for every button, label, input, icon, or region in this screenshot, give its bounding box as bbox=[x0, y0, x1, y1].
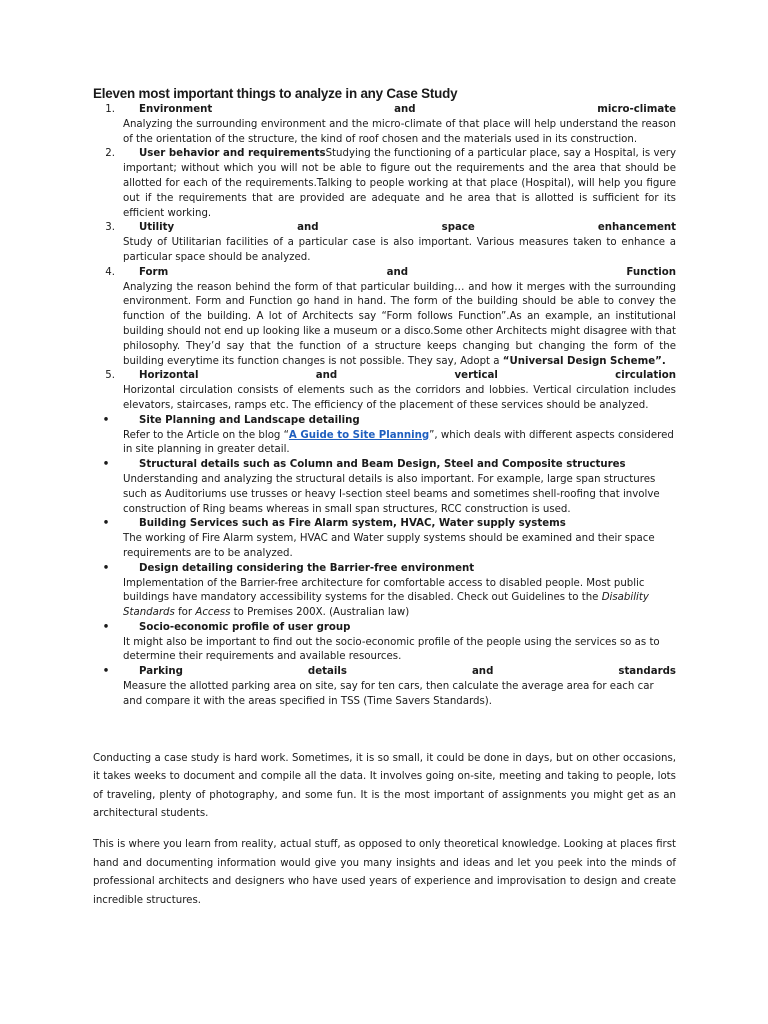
heading-word: enhancement bbox=[597, 222, 676, 234]
list-item bbox=[93, 221, 676, 265]
item-description-text: Studying the functioning of a particular place, say a Hospital, is very important; without which you will not be able to figure out the requirements and the area that should be allotted for each of the requirements.Talking to people working at that place (Hospital), will help you figure out if the requirements that are provided are adequate and he area that is allotted is sufficient for its efficient working. bbox=[123, 148, 676, 219]
list-item bbox=[93, 103, 676, 147]
item-heading bbox=[139, 103, 676, 118]
item-heading: Design detailing considering the Barrier-free environment bbox=[139, 562, 475, 574]
item-description-text: ”, which deals with different aspects considered in site planning in greater detail. bbox=[123, 429, 674, 456]
site-planning-link[interactable]: A Guide to Site Planning bbox=[288, 429, 430, 441]
item-heading: Structural details such as Column and Beam Design, Steel and Composite structures bbox=[139, 459, 626, 471]
bullet-icon: • bbox=[102, 518, 110, 530]
list-number: 3. bbox=[105, 222, 115, 234]
list-item bbox=[93, 369, 676, 413]
body-paragraph: This is where you learn from reality, actual stuff, as opposed to only theoretical knowledge. Looking at places first hand and documenting information would give you many insights and ideas and let you peek into the minds of professional architects and designers who have used years of experience and improvisation to design and create incredible structures. bbox=[93, 839, 676, 906]
list-item bbox=[93, 414, 676, 458]
heading-word: Environment bbox=[139, 104, 213, 115]
list-number: 1. bbox=[105, 104, 115, 115]
item-description-text: Analyzing the reason behind the form of that particular building… and how it merges with the surrounding environment. Form and Function go hand in hand. The form of the building should be able to convey the function of the building. A lot of Architects say “Form follows Function”.As an example, an institutional building should not end up looking like a museum or a disco.Some other Architects might disagree with that philosophy. They’d say that the function of a structure keeps changing but changing the form of the building everytime its function changes is not possible. They say, Adopt a bbox=[123, 281, 676, 367]
body-paragraph: Conducting a case study is hard work. Sometimes, it is so small, it could be done in days, but on other occasions, it takes weeks to document and compile all the data. It involves going on-site, meeting and taking to people, lots of traveling, plenty of photography, and some fun. It is the most important of assignments you might get as an architectural students. bbox=[93, 752, 676, 820]
heading-word: and bbox=[394, 104, 416, 115]
list-number: 2. bbox=[105, 148, 115, 160]
item-description: Horizontal circulation consists of elements such as the corridors and lobbies. Vertical circulation includes elevators, staircases, ramps etc. The efficiency of the placement of these services should be analyzed. bbox=[123, 385, 676, 411]
heading-word: details bbox=[307, 666, 347, 678]
document-page bbox=[93, 86, 676, 910]
heading-word: and bbox=[297, 222, 319, 234]
item-heading bbox=[139, 369, 676, 384]
list-number: 4. bbox=[105, 266, 115, 278]
item-description-text: Implementation of the Barrier-free architecture for comfortable access to disabled people. Most public buildings have mandatory accessibility systems for the disabled. Check out Guidelines to the bbox=[123, 577, 645, 604]
item-description: Measure the allotted parking area on site, say for ten cars, then calculate the average area for each car and compare it with the areas specified in TSS (Time Savers Standards). bbox=[123, 681, 654, 707]
list-item bbox=[93, 562, 676, 621]
list-item bbox=[93, 517, 676, 561]
item-heading: User behavior and requirements bbox=[139, 148, 326, 160]
item-heading: Building Services such as Fire Alarm system, HVAC, Water supply systems bbox=[139, 518, 566, 530]
item-description: It might also be important to find out the socio-economic profile of the people using the services so as to determine their requirements and available resources. bbox=[123, 636, 660, 663]
item-description bbox=[123, 147, 676, 221]
heading-word: Parking bbox=[139, 666, 183, 678]
list-item bbox=[93, 458, 676, 517]
item-description: The working of Fire Alarm system, HVAC and Water supply systems should be examined and their space requirements are to be analyzed. bbox=[123, 533, 655, 559]
heading-word: micro-climate bbox=[597, 104, 676, 115]
list-item bbox=[93, 266, 676, 370]
item-description-text: for bbox=[174, 607, 196, 619]
item-description bbox=[123, 577, 676, 621]
heading-word: vertical bbox=[454, 370, 498, 382]
list-item bbox=[93, 621, 676, 665]
list-item bbox=[93, 665, 676, 709]
bullet-icon: • bbox=[102, 621, 110, 633]
heading-word: Utility bbox=[139, 222, 175, 234]
item-heading: Site Planning and Landscape detailing bbox=[139, 414, 360, 426]
item-description: Analyzing the surrounding environment and the micro-climate of that place will help understand the reason of the orientation of the structure, the kind of roof chosen and the materials used in its construction. bbox=[123, 118, 676, 145]
heading-word: and bbox=[315, 370, 338, 382]
emphasis-text: “Universal Design Scheme”. bbox=[502, 355, 666, 367]
bullet-icon: • bbox=[102, 666, 110, 678]
item-heading: Socio-economic profile of user group bbox=[139, 621, 351, 633]
bullet-icon: • bbox=[102, 562, 110, 574]
italic-text: Disability Standards bbox=[123, 592, 649, 619]
list-number: 5. bbox=[105, 370, 115, 382]
item-heading bbox=[139, 665, 676, 680]
heading-word: standards bbox=[618, 666, 676, 678]
heading-word: Horizontal bbox=[139, 370, 199, 382]
item-heading bbox=[139, 221, 676, 236]
list-item bbox=[93, 147, 676, 221]
heading-word: Function bbox=[626, 266, 676, 278]
heading-word: and bbox=[386, 266, 408, 278]
item-description: Study of Utilitarian facilities of a particular case is also important. Various measures taken to enhance a particular space should be analyzed. bbox=[123, 237, 676, 263]
item-heading bbox=[139, 266, 676, 281]
italic-text: Access bbox=[195, 607, 231, 619]
item-description-text: to Premises 200X. (Australian law) bbox=[230, 607, 410, 619]
heading-word: space bbox=[441, 222, 475, 234]
document-title: Eleven most important things to analyze in any Case Study bbox=[93, 86, 458, 101]
bullet-icon: • bbox=[102, 414, 110, 426]
heading-word: circulation bbox=[615, 370, 676, 382]
bullet-icon: • bbox=[102, 459, 110, 471]
item-description bbox=[123, 429, 676, 459]
heading-word: Form bbox=[139, 266, 169, 278]
heading-word: and bbox=[471, 666, 494, 678]
item-description bbox=[123, 281, 676, 370]
item-description-text: Refer to the Article on the blog “ bbox=[123, 429, 289, 441]
item-description: Understanding and analyzing the structural details is also important. For example, large span structures such as Auditoriums use trusses or heavy I-section steel beams and sometimes shell-roofing that involve construction of Ring beams whereas in small span structures, RCC construction is used. bbox=[123, 473, 660, 515]
